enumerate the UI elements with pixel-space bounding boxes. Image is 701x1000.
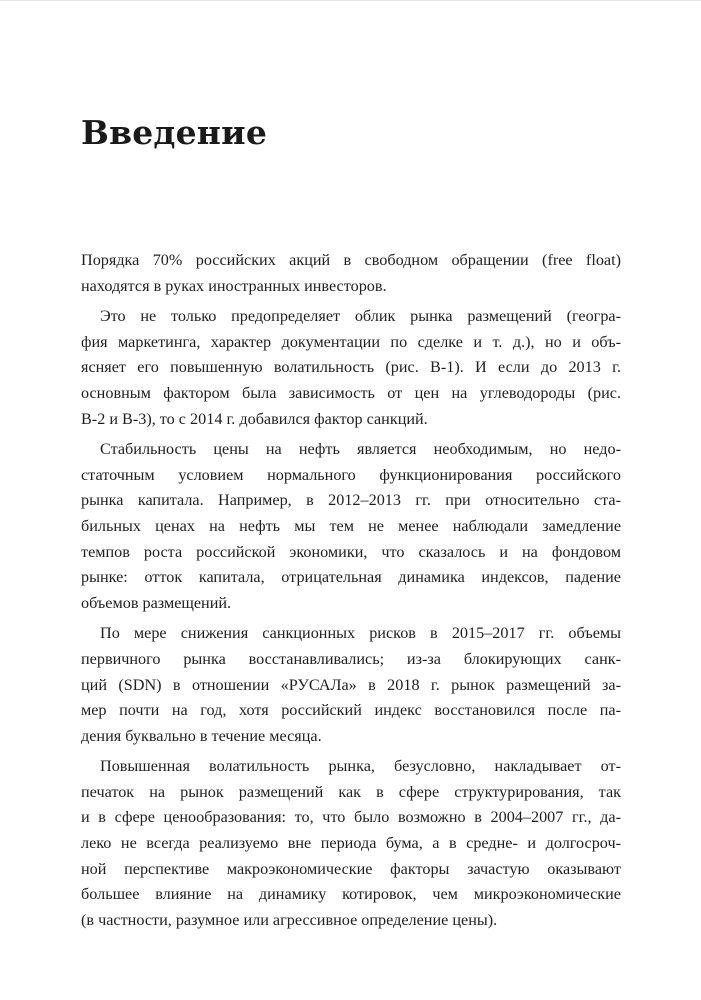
paragraph-3 [81,437,621,616]
text-line: Стабильность цены на нефть является необходимым, но недо- [100,440,621,459]
text-line: (в частности, разумное или агрессивное определение цены). [81,910,498,929]
text-line: мер почти на год, хотя российский индекс восстановился после па- [81,701,621,720]
text-line: объемов размещений. [81,593,232,612]
paragraph-5 [81,754,621,933]
text-line: первичного рынка восстанавливались; из-за блокирующих санк- [81,649,621,668]
paragraph-2 [81,304,621,432]
text-line: основным фактором была зависимость от цен на углеводороды (рис. [81,383,621,402]
text-line: леко не всегда реализуемо вне периода бума, а в средне- и долгосроч- [81,834,621,853]
text-line: Порядка 70% российских акций в свободном обращении (free float) [81,251,621,269]
body-text [81,248,621,938]
text-line: ясняет его повышенную волатильность (рис. В-1). И если до 2013 г. [81,358,621,377]
text-line: рынке: отток капитала, отрицательная динамика индексов, падение [81,568,621,587]
text-line: Повышенная волатильность рынка, безусловно, накладывает от- [100,757,621,776]
text-line: находятся в руках иностранных инвесторов. [81,276,387,295]
text-line: Это не только предопределяет облик рынка размещений (геогра- [100,307,621,326]
text-line: большее влияние на динамику котировок, чем микроэкономические [81,885,621,904]
paragraph-4 [81,621,621,749]
text-line: фия маркетинга, характер документации по сделке и т. д.), но и объ- [81,332,621,351]
text-line: печаток на рынок размещений как в сфере структурирования, так [81,782,621,801]
text-line: дения буквально в течение месяца. [81,726,322,745]
text-line: рынка капитала. Например, в 2012–2013 гг. при относительно ста- [81,491,621,510]
text-line: ций (SDN) в отношении «РУСАЛа» в 2018 г. рынок размещений за- [81,675,621,694]
text-line: темпов роста российской экономики, что сказалось и на фондовом [81,542,621,561]
paragraph-1 [81,248,621,299]
text-line: ной перспективе макроэкономические факторы зачастую оказывают [81,859,621,878]
chapter-title: Введение [81,113,268,152]
text-line: бильных ценах на нефть мы тем не менее наблюдали замедление [81,516,621,535]
text-line: и в сфере ценообразования: то, что было возможно в 2004–2007 гг., да- [81,808,621,827]
text-line: В-2 и В-3), то с 2014 г. добавился фактор санкций. [81,409,428,428]
text-line: По мере снижения санкционных рисков в 2015–2017 гг. объемы [100,624,621,643]
text-line: статочным условием нормального функционирования российского [81,465,621,484]
